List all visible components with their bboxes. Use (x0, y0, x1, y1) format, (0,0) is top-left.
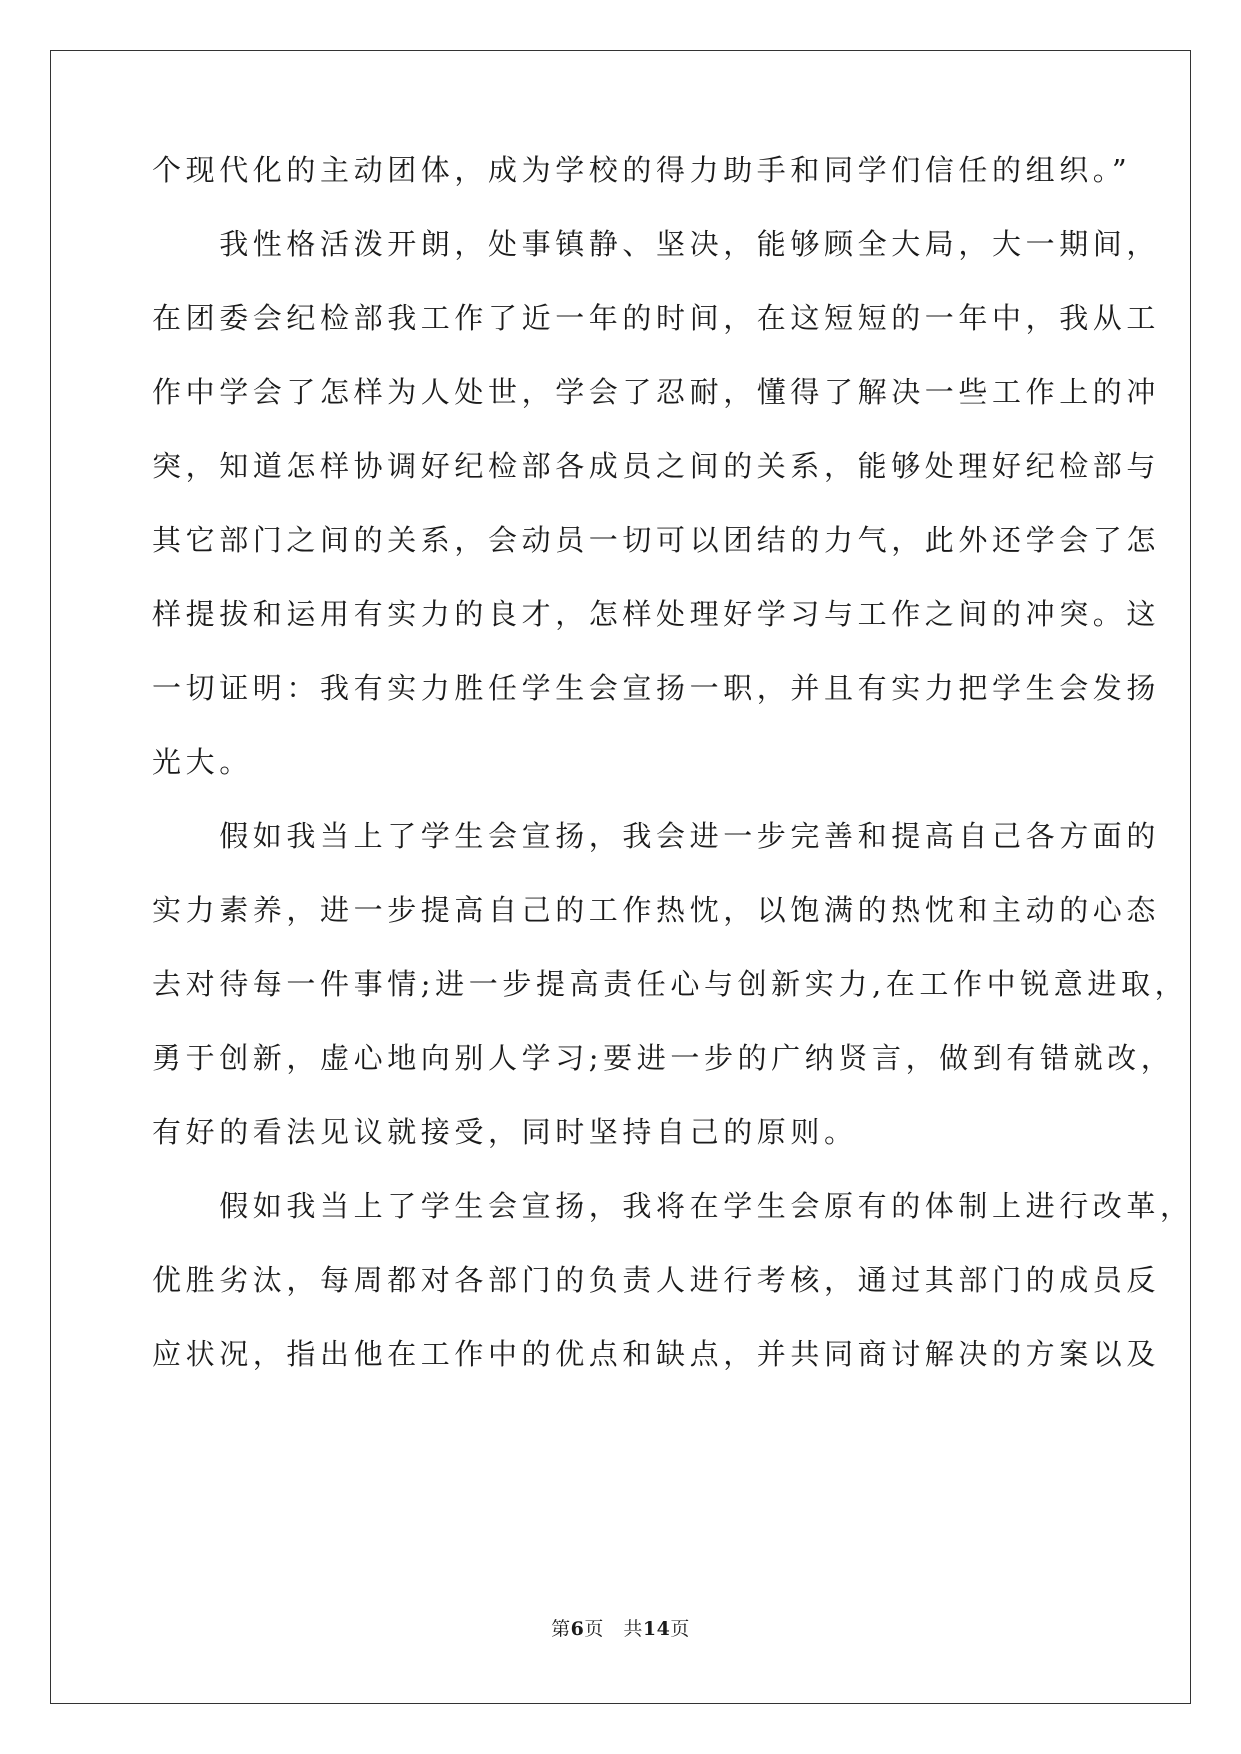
text-line: 样提拔和运用有实力的良才，怎样处理好学习与工作之间的冲突。这 (152, 597, 1161, 631)
text-line: 作中学会了怎样为人处世，学会了忍耐，懂得了解决一些工作上的冲 (152, 375, 1161, 409)
text-line: 一切证明：我有实力胜任学生会宣扬一职，并且有实力把学生会发扬 (152, 671, 1161, 705)
text-line: 去对待每一件事情;进一步提高责任心与创新实力,在工作中锐意进取， (152, 967, 1189, 1001)
footer-middle: 页 共 (584, 1618, 643, 1640)
text-line: 假如我当上了学生会宣扬，我将在学生会原有的体制上进行改革， (152, 1189, 1194, 1223)
text-line: 突，知道怎样协调好纪检部各成员之间的关系，能够处理好纪检部与 (152, 449, 1161, 483)
text-line: 假如我当上了学生会宣扬，我会进一步完善和提高自己各方面的 (152, 819, 1161, 853)
footer-suffix: 页 (670, 1618, 690, 1640)
text-line: 有好的看法见议就接受，同时坚持自己的原则。 (152, 1115, 858, 1149)
footer-prefix: 第 (551, 1618, 571, 1640)
text-line: 优胜劣汰，每周都对各部门的负责人进行考核，通过其部门的成员反 (152, 1263, 1161, 1297)
text-line: 勇于创新，虚心地向别人学习;要进一步的广纳贤言，做到有错就改， (152, 1041, 1175, 1075)
page-footer (0, 1617, 1241, 1641)
current-page-number: 6 (570, 1618, 585, 1640)
text-line: 光大。 (152, 745, 253, 779)
text-line: 我性格活泼开朗，处事镇静、坚决，能够顾全大局，大一期间， (152, 227, 1161, 261)
text-line: 实力素养，进一步提高自己的工作热忱，以饱满的热忱和主动的心态 (152, 893, 1161, 927)
page-border (50, 50, 1194, 1704)
total-pages-number: 14 (642, 1618, 671, 1640)
text-line: 其它部门之间的关系，会动员一切可以团结的力气，此外还学会了怎 (152, 523, 1161, 557)
text-line: 在团委会纪检部我工作了近一年的时间，在这短短的一年中，我从工 (152, 301, 1161, 335)
text-line: 应状况，指出他在工作中的优点和缺点，并共同商讨解决的方案以及 (152, 1337, 1161, 1371)
text-line: 个现代化的主动团体，成为学校的得力助手和同学们信任的组织。” (152, 153, 1132, 187)
